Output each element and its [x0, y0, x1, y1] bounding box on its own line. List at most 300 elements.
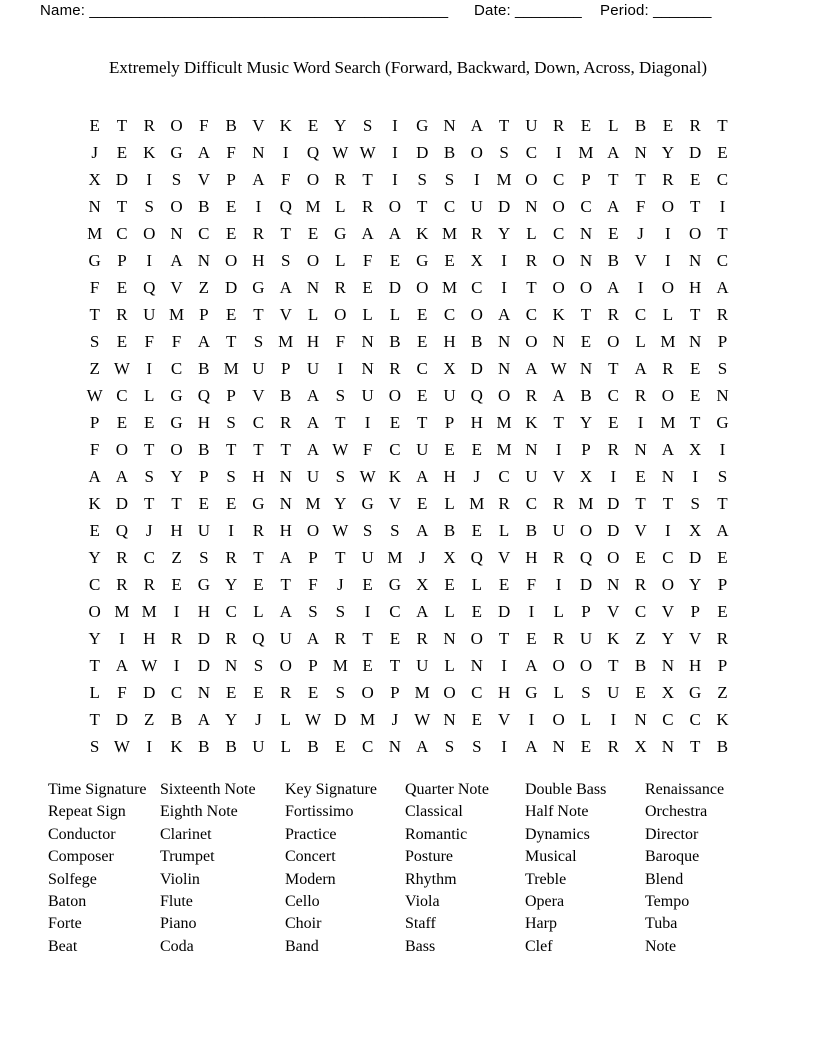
grid-letter: N	[306, 278, 320, 297]
grid-letter: Q	[470, 386, 483, 405]
grid-letter: V	[388, 494, 402, 513]
word-list-item: Viola	[405, 893, 440, 911]
grid-letter: I	[665, 521, 671, 540]
grid-letter: S	[253, 656, 264, 675]
grid-letter: I	[501, 737, 507, 756]
grid-letter: E	[171, 575, 182, 594]
grid-letter: N	[197, 683, 210, 702]
grid-letter: B	[225, 737, 237, 756]
grid-letter: A	[470, 116, 483, 135]
grid-letter: Q	[470, 548, 483, 567]
grid-letter: T	[225, 332, 237, 351]
grid-letter: U	[416, 440, 429, 459]
grid-letter: E	[662, 116, 674, 135]
grid-letter: T	[335, 548, 346, 567]
grid-letter: D	[689, 548, 702, 567]
grid-row	[81, 598, 736, 625]
date-field-group	[474, 2, 582, 19]
grid-letter: M	[87, 224, 103, 243]
grid-letter: I	[528, 602, 535, 621]
grid-letter: J	[337, 575, 344, 594]
grid-letter: Y	[661, 629, 675, 648]
grid-letter: P	[444, 413, 455, 432]
grid-letter: A	[279, 278, 292, 297]
grid-letter: B	[580, 386, 592, 405]
grid-letter: G	[88, 251, 101, 270]
grid-row	[81, 274, 736, 301]
grid-letter: Y	[170, 467, 183, 486]
grid-letter: V	[197, 170, 210, 189]
grid-letter: L	[307, 305, 319, 324]
grid-letter: N	[279, 467, 292, 486]
grid-letter: B	[198, 359, 210, 378]
grid-letter: T	[689, 737, 701, 756]
grid-letter: E	[471, 602, 482, 621]
word-list-item: Time Signature	[48, 781, 147, 798]
grid-letter: V	[689, 629, 702, 648]
grid-letter: F	[117, 683, 127, 702]
grid-letter: O	[579, 521, 593, 540]
grid-letter: Q	[115, 521, 129, 540]
grid-letter: S	[199, 548, 209, 567]
grid-letter: S	[335, 602, 346, 621]
grid-letter: N	[224, 656, 238, 675]
grid-row	[81, 409, 736, 436]
grid-letter: B	[634, 116, 647, 135]
grid-letter: O	[552, 710, 565, 729]
grid-letter: X	[470, 251, 483, 270]
grid-letter: N	[579, 224, 593, 243]
grid-letter: C	[662, 710, 674, 729]
grid-letter: I	[173, 656, 180, 675]
grid-letter: C	[389, 602, 401, 621]
grid-letter: U	[416, 656, 429, 675]
grid-letter: S	[444, 170, 455, 189]
grid-letter: C	[716, 170, 729, 189]
grid-letter: E	[689, 170, 701, 189]
grid-letter: R	[716, 305, 729, 324]
grid-letter: H	[443, 467, 456, 486]
word-list-item: Clarinet	[160, 825, 212, 843]
grid-letter: D	[416, 143, 429, 162]
grid-letter: H	[143, 629, 156, 648]
grid-letter: I	[146, 251, 153, 270]
grid-letter: M	[168, 305, 185, 324]
grid-letter: F	[362, 251, 373, 270]
grid-letter: I	[473, 170, 480, 189]
grid-letter: M	[496, 440, 512, 459]
grid-letter: L	[608, 116, 619, 135]
grid-letter: X	[443, 359, 456, 378]
grid-letter: E	[307, 224, 319, 243]
grid-letter: O	[470, 143, 483, 162]
grid-letter: E	[335, 737, 346, 756]
grid-letter: W	[550, 359, 567, 378]
grid-letter: O	[306, 251, 320, 270]
grid-letter: Q	[143, 278, 156, 297]
grid-letter: C	[170, 359, 183, 378]
grid-letter: N	[279, 494, 292, 513]
grid-letter: S	[499, 143, 509, 162]
grid-row	[81, 490, 736, 517]
word-list-item: Conductor	[48, 825, 116, 843]
grid-letter: L	[444, 494, 455, 513]
grid-letter: I	[528, 710, 535, 729]
name-field-group	[40, 2, 448, 19]
grid-letter: I	[555, 440, 562, 459]
grid-letter: D	[115, 170, 129, 189]
grid-letter: D	[607, 521, 620, 540]
grid-letter: H	[279, 521, 292, 540]
grid-letter: A	[197, 332, 210, 351]
grid-letter: T	[253, 305, 264, 324]
grid-letter: N	[497, 359, 511, 378]
grid-letter: E	[362, 278, 373, 297]
grid-letter: G	[197, 575, 210, 594]
grid-letter: E	[389, 251, 401, 270]
grid-letter: W	[305, 710, 322, 729]
grid-letter: R	[361, 197, 374, 216]
grid-letter: I	[392, 143, 398, 162]
grid-letter: J	[255, 710, 262, 729]
grid-letter: B	[307, 737, 319, 756]
grid-letter: V	[634, 251, 647, 270]
grid-letter: B	[198, 440, 210, 459]
grid-letter: R	[116, 548, 128, 567]
grid-letter: S	[717, 467, 728, 486]
word-search-grid	[81, 112, 736, 760]
grid-letter: B	[443, 521, 456, 540]
grid-letter: T	[89, 305, 100, 324]
word-list-item: Orchestra	[645, 803, 708, 821]
grid-letter: A	[388, 224, 402, 243]
grid-letter: C	[443, 197, 456, 216]
word-list-column	[645, 779, 740, 958]
grid-letter: F	[635, 197, 646, 216]
grid-letter: R	[498, 494, 510, 513]
grid-letter: C	[525, 143, 538, 162]
grid-letter: N	[552, 332, 565, 351]
grid-letter: E	[198, 494, 210, 513]
grid-letter: Z	[144, 710, 155, 729]
grid-row	[81, 733, 736, 760]
grid-letter: L	[280, 710, 291, 729]
grid-letter: K	[388, 467, 402, 486]
grid-letter: I	[501, 251, 507, 270]
grid-letter: E	[635, 548, 646, 567]
grid-letter: K	[143, 143, 156, 162]
grid-letter: R	[553, 629, 565, 648]
grid-letter: T	[144, 440, 155, 459]
grid-letter: N	[689, 251, 702, 270]
grid-letter: A	[306, 413, 320, 432]
grid-letter: E	[89, 521, 100, 540]
grid-letter: P	[717, 656, 728, 675]
grid-letter: A	[416, 737, 429, 756]
grid-letter: C	[662, 548, 674, 567]
grid-letter: P	[89, 413, 100, 432]
grid-letter: B	[280, 386, 292, 405]
grid-letter: T	[689, 305, 701, 324]
grid-letter: A	[361, 224, 374, 243]
grid-letter: E	[717, 548, 728, 567]
grid-letter: U	[525, 467, 538, 486]
grid-letter: M	[141, 602, 157, 621]
grid-letter: S	[717, 359, 728, 378]
grid-letter: E	[389, 629, 401, 648]
grid-letter: O	[416, 278, 429, 297]
grid-letter: L	[89, 683, 100, 702]
grid-letter: P	[717, 575, 728, 594]
grid-letter: X	[416, 575, 429, 594]
grid-letter: H	[497, 683, 511, 702]
grid-letter: O	[525, 170, 538, 189]
grid-letter: G	[334, 224, 347, 243]
word-list-item: Key Signature	[285, 781, 377, 798]
grid-letter: L	[553, 602, 564, 621]
grid-letter: A	[525, 359, 538, 378]
grid-letter: R	[634, 575, 647, 594]
grid-letter: G	[689, 683, 702, 702]
grid-letter: C	[525, 305, 538, 324]
grid-letter: E	[389, 413, 401, 432]
grid-letter: N	[525, 197, 538, 216]
grid-letter: I	[637, 413, 644, 432]
grid-letter: K	[552, 305, 565, 324]
grid-letter: H	[689, 278, 702, 297]
grid-letter: U	[443, 386, 456, 405]
grid-letter: E	[444, 575, 455, 594]
grid-letter: I	[501, 656, 507, 675]
grid-letter: R	[525, 386, 538, 405]
grid-letter: T	[253, 440, 264, 459]
grid-letter: G	[716, 413, 729, 432]
grid-letter: Q	[306, 143, 320, 162]
word-list-item: Violin	[160, 870, 200, 888]
grid-row	[81, 679, 736, 706]
grid-letter: A	[88, 467, 101, 486]
grid-letter: O	[525, 332, 538, 351]
word-list-item: Piano	[160, 915, 197, 933]
grid-letter: C	[252, 413, 265, 432]
word-list-item: Posture	[405, 848, 453, 866]
word-list-item: Note	[645, 937, 677, 955]
grid-letter: U	[361, 386, 374, 405]
grid-letter: D	[497, 602, 511, 621]
grid-letter: B	[198, 197, 210, 216]
grid-letter: E	[580, 332, 592, 351]
grid-row	[81, 220, 736, 247]
grid-letter: O	[224, 251, 238, 270]
grid-letter: S	[444, 737, 455, 756]
grid-letter: I	[173, 602, 180, 621]
grid-letter: J	[91, 143, 98, 162]
grid-letter: R	[389, 359, 401, 378]
grid-letter: K	[170, 737, 183, 756]
grid-letter: G	[416, 251, 429, 270]
grid-letter: E	[580, 737, 592, 756]
grid-letter: F	[89, 278, 100, 297]
grid-letter: T	[526, 278, 537, 297]
grid-letter: T	[717, 224, 728, 243]
grid-letter: F	[335, 332, 346, 351]
grid-letter: I	[610, 467, 617, 486]
grid-row	[81, 544, 736, 571]
grid-letter: I	[692, 467, 699, 486]
grid-letter: T	[280, 224, 291, 243]
grid-letter: E	[417, 305, 428, 324]
grid-letter: R	[716, 629, 729, 648]
grid-letter: A	[170, 251, 183, 270]
grid-letter: I	[637, 278, 644, 297]
grid-letter: A	[716, 521, 729, 540]
grid-letter: T	[116, 197, 128, 216]
grid-letter: T	[553, 413, 564, 432]
grid-letter: U	[306, 359, 320, 378]
grid-letter: A	[716, 278, 729, 297]
grid-letter: M	[387, 548, 403, 567]
word-list-item: Sixteenth Note	[160, 781, 256, 798]
grid-letter: D	[388, 278, 402, 297]
grid-letter: T	[116, 116, 128, 135]
grid-letter: H	[443, 332, 456, 351]
grid-letter: R	[689, 116, 701, 135]
grid-letter: A	[525, 737, 538, 756]
grid-row	[81, 193, 736, 220]
grid-letter: I	[255, 197, 262, 216]
grid-letter: C	[634, 305, 647, 324]
grid-letter: V	[607, 602, 620, 621]
grid-letter: O	[661, 386, 675, 405]
grid-letter: J	[473, 467, 481, 486]
grid-letter: A	[306, 440, 320, 459]
grid-letter: A	[607, 278, 620, 297]
grid-letter: S	[335, 467, 346, 486]
word-list-item: Repeat Sign	[48, 803, 126, 821]
word-list-item: Musical	[525, 848, 577, 866]
grid-letter: T	[608, 170, 619, 189]
grid-letter: S	[335, 386, 346, 405]
grid-letter: B	[716, 737, 729, 756]
word-list-item: Tuba	[645, 915, 678, 933]
grid-letter: R	[280, 683, 292, 702]
word-list-item: Beat	[48, 937, 78, 955]
grid-letter: L	[144, 386, 155, 405]
word-list-item: Harp	[525, 915, 557, 933]
grid-letter: P	[199, 467, 209, 486]
grid-letter: P	[581, 170, 591, 189]
grid-letter: M	[469, 494, 485, 513]
grid-letter: O	[579, 278, 593, 297]
grid-letter: T	[635, 170, 646, 189]
word-list-column	[160, 779, 285, 958]
grid-letter: R	[607, 440, 619, 459]
grid-letter: E	[362, 656, 373, 675]
grid-letter: I	[719, 197, 726, 216]
grid-letter: T	[417, 413, 428, 432]
grid-letter: S	[390, 521, 400, 540]
grid-letter: E	[225, 494, 237, 513]
grid-letter: S	[690, 494, 700, 513]
word-list-item: Forte	[48, 915, 82, 933]
grid-letter: R	[280, 413, 292, 432]
grid-letter: O	[306, 521, 320, 540]
grid-letter: U	[252, 359, 265, 378]
grid-row	[81, 706, 736, 733]
grid-letter: I	[119, 629, 125, 648]
grid-letter: Y	[661, 143, 675, 162]
grid-letter: A	[252, 170, 265, 189]
grid-letter: O	[497, 386, 511, 405]
grid-letter: L	[471, 575, 482, 594]
grid-letter: P	[117, 251, 127, 270]
grid-letter: I	[392, 170, 398, 189]
grid-letter: T	[89, 656, 100, 675]
grid-letter: E	[144, 413, 155, 432]
word-list-item: Band	[285, 937, 319, 955]
grid-letter: V	[497, 548, 511, 567]
grid-letter: S	[472, 737, 482, 756]
grid-letter: A	[661, 440, 675, 459]
grid-letter: N	[252, 143, 265, 162]
grid-letter: S	[417, 170, 427, 189]
grid-letter: A	[279, 602, 292, 621]
grid-letter: D	[143, 683, 156, 702]
grid-letter: G	[252, 494, 265, 513]
grid-letter: I	[364, 413, 371, 432]
grid-letter: O	[143, 224, 156, 243]
grid-letter: R	[170, 629, 183, 648]
grid-letter: S	[89, 737, 100, 756]
grid-letter: N	[634, 710, 647, 729]
grid-letter: M	[496, 413, 512, 432]
grid-letter: S	[308, 602, 318, 621]
grid-letter: O	[689, 224, 702, 243]
grid-letter: R	[252, 224, 265, 243]
word-list-item: Classical	[405, 803, 463, 821]
grid-letter: L	[580, 710, 592, 729]
grid-letter: M	[441, 278, 458, 297]
grid-letter: E	[116, 278, 128, 297]
grid-letter: A	[416, 467, 429, 486]
grid-letter: W	[113, 737, 130, 756]
grid-row	[81, 112, 736, 139]
grid-letter: O	[279, 656, 292, 675]
grid-letter: J	[637, 224, 644, 243]
grid-letter: Y	[88, 629, 101, 648]
grid-letter: N	[634, 440, 647, 459]
grid-letter: C	[498, 467, 510, 486]
grid-letter: V	[497, 710, 511, 729]
grid-letter: N	[661, 656, 675, 675]
word-list-item: Renaissance	[645, 781, 725, 798]
grid-letter: N	[443, 116, 456, 135]
word-list-item: Director	[645, 825, 699, 843]
grid-letter: L	[335, 197, 346, 216]
grid-letter: E	[608, 413, 619, 432]
grid-letter: G	[252, 278, 265, 297]
grid-letter: Q	[279, 197, 292, 216]
grid-letter: Y	[497, 224, 511, 243]
grid-letter: P	[280, 359, 291, 378]
grid-letter: P	[226, 386, 236, 405]
grid-letter: R	[553, 548, 565, 567]
word-list-item: Rhythm	[405, 870, 457, 888]
grid-letter: M	[660, 332, 676, 351]
grid-letter: G	[416, 116, 429, 135]
grid-letter: V	[552, 467, 565, 486]
grid-letter: E	[580, 116, 592, 135]
